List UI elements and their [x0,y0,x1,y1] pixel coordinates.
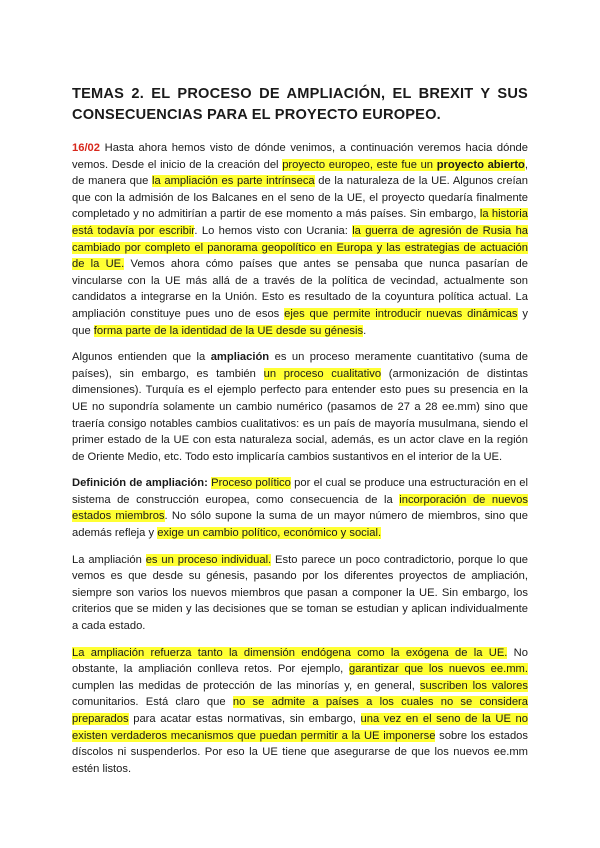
text: Esto parece un poco contradictorio, porque lo que vemos es que desde su génesis, pasando por los diferentes proyectos de ampliación, siempre son varios los nuevos miembros que pasan a componer la UE. Sin embargo, los criterios que se miden y las decisiones que se toman se estudian y aplican individualmente a cada estado. [72,553,529,633]
highlight: suscriben los valores [419,679,529,692]
highlight: proyecto europeo, este fue un [282,158,437,171]
highlight: la guerra de agresión de Rusia ha cambiado por completo el panorama geopolítico en Europa y las estrategias de actuación de la UE. [72,224,529,271]
highlight: garantizar que los nuevos ee.mm. [349,663,528,676]
highlight: la historia está todavía por escribir [72,208,528,237]
text: Hasta ahora hemos visto de dónde venimos, a continuación veremos hacia dónde vemos. Desde el inicio de la creación del [72,142,528,171]
text: La ampliación [72,553,146,566]
highlight: La ampliación refuerza tanto la dimensión endógena como la exógena de la UE. [72,646,508,659]
text: sobre los estados díscolos ni suspenderlos. Por eso la UE tiene que asegurarse de que los nuevos ee.mm estén listos. [72,729,529,775]
text: para acatar estas normativas, sin embargo, [128,713,361,725]
paragraph-cualitativo [72,349,528,465]
text: . [363,324,367,337]
text: cumplen las medidas de protección de las minorías y, en general, [72,679,420,692]
highlight: una vez en el seno de la UE no existen verdaderos mecanismos que puedan permitir a la UE imponerse [72,713,528,742]
text: Vemos ahora cómo países que antes se pensaba que nunca pasarían de vincularse con la UE más allá de a través de la política de vecindad, actualmente son candidatos a integrarse en la Unión. Esto es resultado de la coyuntura política actual. La ampliación constituye pues uno de esos [72,258,528,320]
text: de la naturaleza de la UE. Algunos creían que con la admisión de los Balcanes en el seno de la UE, el proyecto quedaría finalmente completado y no admitirían a partir de ese momento a más países. Sin embargo, [72,175,528,221]
text: Algunos entienden que la [72,351,211,364]
text: . Lo hemos visto con Ucrania: [194,224,353,237]
text: No obstante, la ampliación conlleva retos. Por ejemplo, [72,646,528,676]
highlight: no se admite a países a los cuales no se considera preparados [72,696,528,725]
highlight: incorporación de nuevos estados miembros [72,493,529,523]
text: por el cual se produce una estructuración en el sistema de construcción europea, como consecuencia de la [72,477,529,506]
text: . No sólo supone la suma de un mayor número de miembros, sino que además refleja y [72,510,528,540]
text: comunitarios. Está claro que [72,696,233,709]
highlight: ejes que permite introducir nuevas dinámicas [284,307,518,320]
text: es un proceso meramente cuantitativo (suma de países), sin embargo, es también [72,351,528,380]
highlight: es un proceso individual. [145,553,272,566]
highlight: la ampliación es parte intrínseca [152,175,315,188]
text: , de manera que [72,158,528,188]
paragraph-retos [72,645,528,778]
paragraph-intro [72,140,528,339]
page-title: TEMAS 2. EL PROCESO DE AMPLIACIÓN, EL BREXIT Y SUS CONSECUENCIAS PARA EL PROYECTO EUROPEO. [72,86,528,123]
paragraph-definicion [72,475,528,541]
paragraph-individual [72,552,528,635]
highlight: Proceso político [211,477,291,490]
highlight: exige un cambio político, económico y social. [157,527,382,540]
date-label: 16/02 [72,142,100,154]
text: y que [72,307,528,337]
highlight: un proceso cualitativo [263,367,382,380]
document-page [72,84,528,787]
text: (armonización de distintas dimensiones). Turquía es el ejemplo perfecto para entender esto pues su presencia en la UE no supondría solamente un cambio numérico (pasamos de 27 a 28 ee.mm) sino que traería consigo notables cambios cualitativos: es un país de mayoría musulmana, siendo el primer estado de la UE con esta naturaleza social, además, es un actor clave en la región de Oriente Medio, etc. Todo esto implicaría cambios sustantivos en el interior de la UE. [72,367,528,463]
bold-highlight: proyecto abierto [436,158,525,171]
bold-term: ampliación [210,351,270,364]
highlight: forma parte de la identidad de la UE desde su génesis [93,324,364,337]
definition-label: Definición de ampliación: [72,477,212,490]
